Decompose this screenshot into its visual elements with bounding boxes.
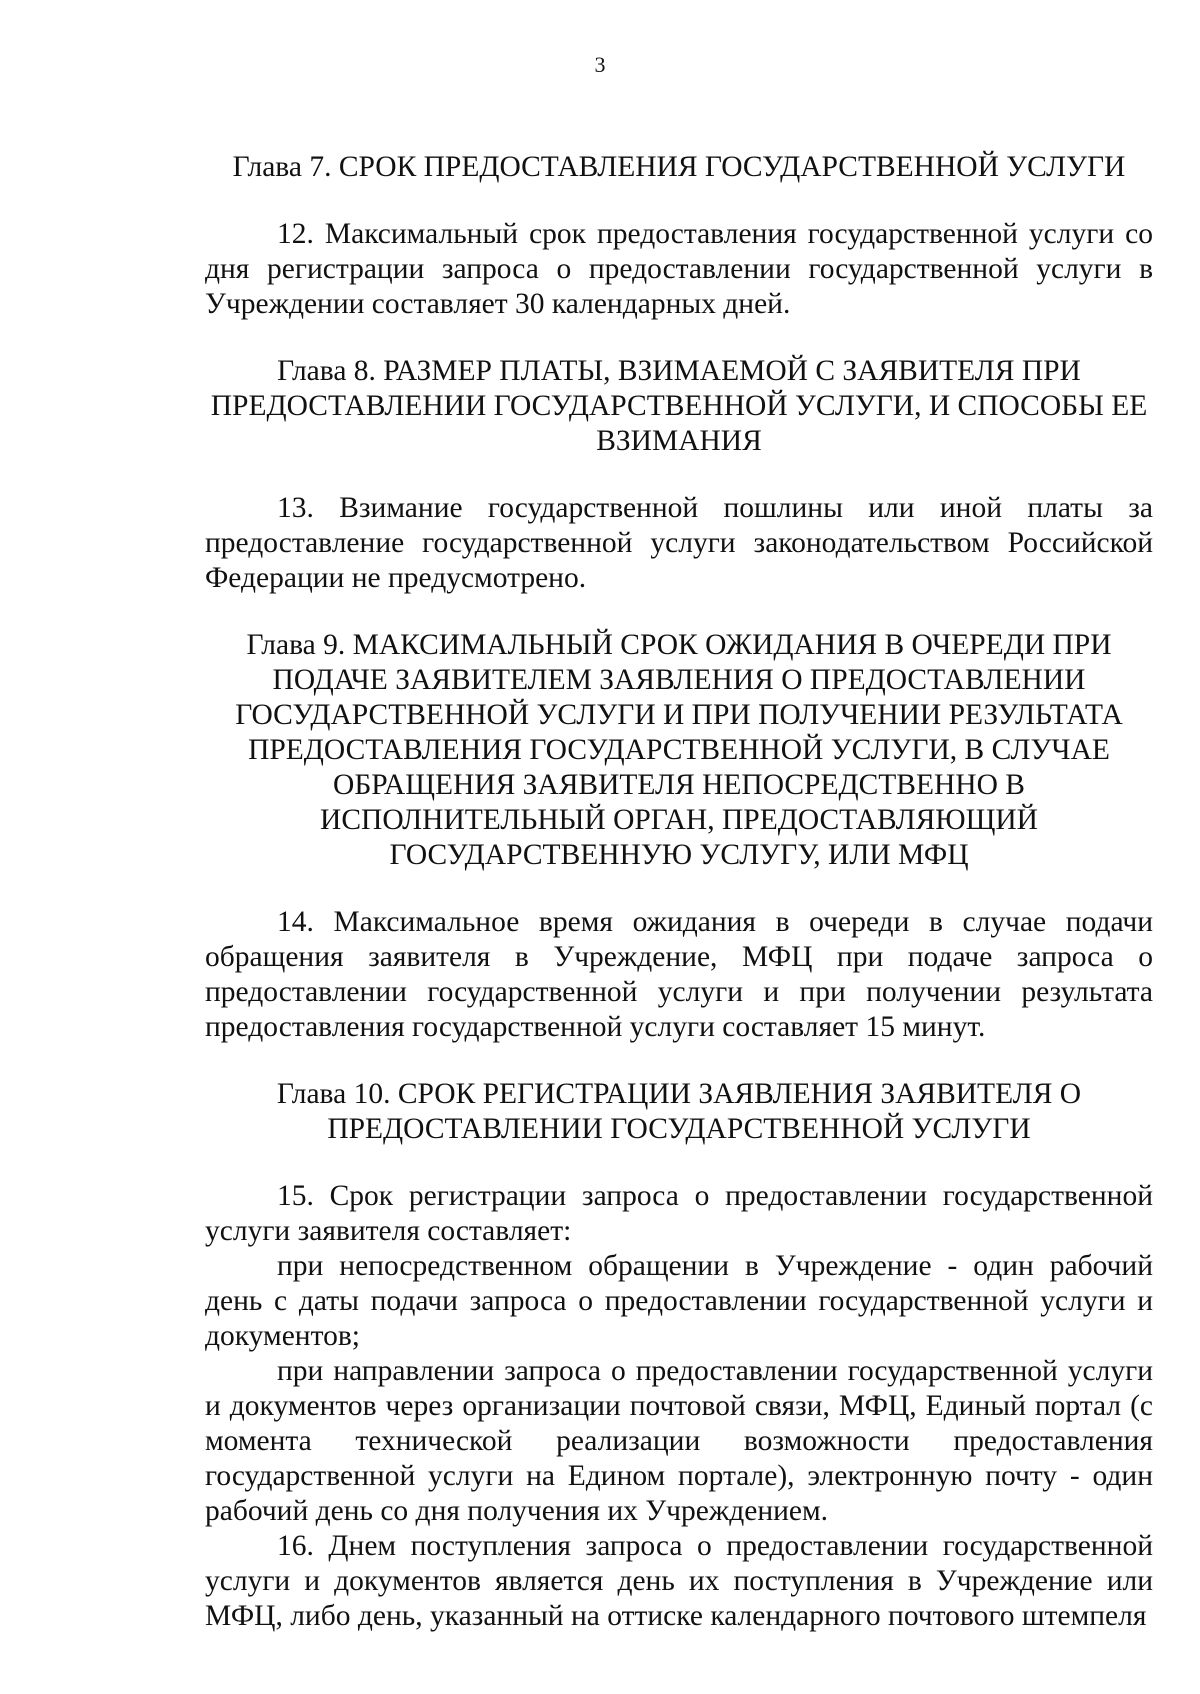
chapter-10-heading: Глава 10. СРОК РЕГИСТРАЦИИ ЗАЯВЛЕНИЯ ЗАЯВИТЕЛЯ О ПРЕДОСТАВЛЕНИИ ГОСУДАРСТВЕННОЙ УСЛУГИ xyxy=(276,1078,1082,1145)
paragraph-15: 15. Срок регистрации запроса о предоставлении государственной услуги заявителя составляет: xyxy=(205,1180,1153,1247)
page-number: 3 xyxy=(594,52,606,77)
document-body xyxy=(205,150,1153,1634)
paragraph-15-direct: при непосредственном обращении в Учреждение - один рабочий день с даты подачи запроса о предоставлении государственной услуги и документов; xyxy=(205,1250,1153,1352)
paragraph-14: 14. Максимальное время ожидания в очереди в случае подачи обращения заявителя в Учреждение, МФЦ при подаче запроса о предоставлении государственной услуги и при получении результата предоставления государственной услуги составляет 15 минут. xyxy=(205,906,1153,1043)
chapter-8-heading: Глава 8. РАЗМЕР ПЛАТЫ, ВЗИМАЕМОЙ С ЗАЯВИТЕЛЯ ПРИ ПРЕДОСТАВЛЕНИИ ГОСУДАРСТВЕННОЙ УСЛУГИ, И СПОСОБЫ ЕЕ ВЗИМАНИЯ xyxy=(210,355,1148,457)
paragraph-15-mail: при направлении запроса о предоставлении государственной услуги и документов через организации почтовой связи, МФЦ, Единый портал (с момента технической реализации возможности предоставления государственной услуги на Едином портале), электронную почту - один рабочий день со дня получения их Учреждением. xyxy=(205,1355,1153,1527)
paragraph-12: 12. Максимальный срок предоставления государственной услуги со дня регистрации запроса о предоставлении государственной услуги в Учреждении составляет 30 календарных дней. xyxy=(205,218,1153,320)
paragraph-16: 16. Днем поступления запроса о предоставлении государственной услуги и документов является день их поступления в Учреждение или МФЦ, либо день, указанный на оттиске календарного почтового штемпеля xyxy=(205,1530,1153,1632)
paragraph-13: 13. Взимание государственной пошлины или иной платы за предоставление государственной услуги законодательством Российской Федерации не предусмотрено. xyxy=(205,492,1153,594)
chapter-9-heading: Глава 9. МАКСИМАЛЬНЫЙ СРОК ОЖИДАНИЯ В ОЧЕРЕДИ ПРИ ПОДАЧЕ ЗАЯВИТЕЛЕМ ЗАЯВЛЕНИЯ О ПРЕДОСТАВЛЕНИИ ГОСУДАРСТВЕННОЙ УСЛУГИ И ПРИ ПОЛУЧЕНИИ РЕЗУЛЬТАТА ПРЕДОСТАВЛЕНИЯ ГОСУДАРСТВЕННОЙ УСЛУГИ, В СЛУЧАЕ ОБРАЩЕНИЯ ЗАЯВИТЕЛЯ НЕПОСРЕДСТВЕННО В ИСПОЛНИТЕЛЬНЫЙ ОРГАН, ПРЕДОСТАВЛЯЮЩИЙ ГОСУДАРСТВЕННУЮ УСЛУГУ, ИЛИ МФЦ xyxy=(235,629,1123,871)
chapter-7-heading: Глава 7. СРОК ПРЕДОСТАВЛЕНИЯ ГОСУДАРСТВЕННОЙ УСЛУГИ xyxy=(232,151,1126,183)
